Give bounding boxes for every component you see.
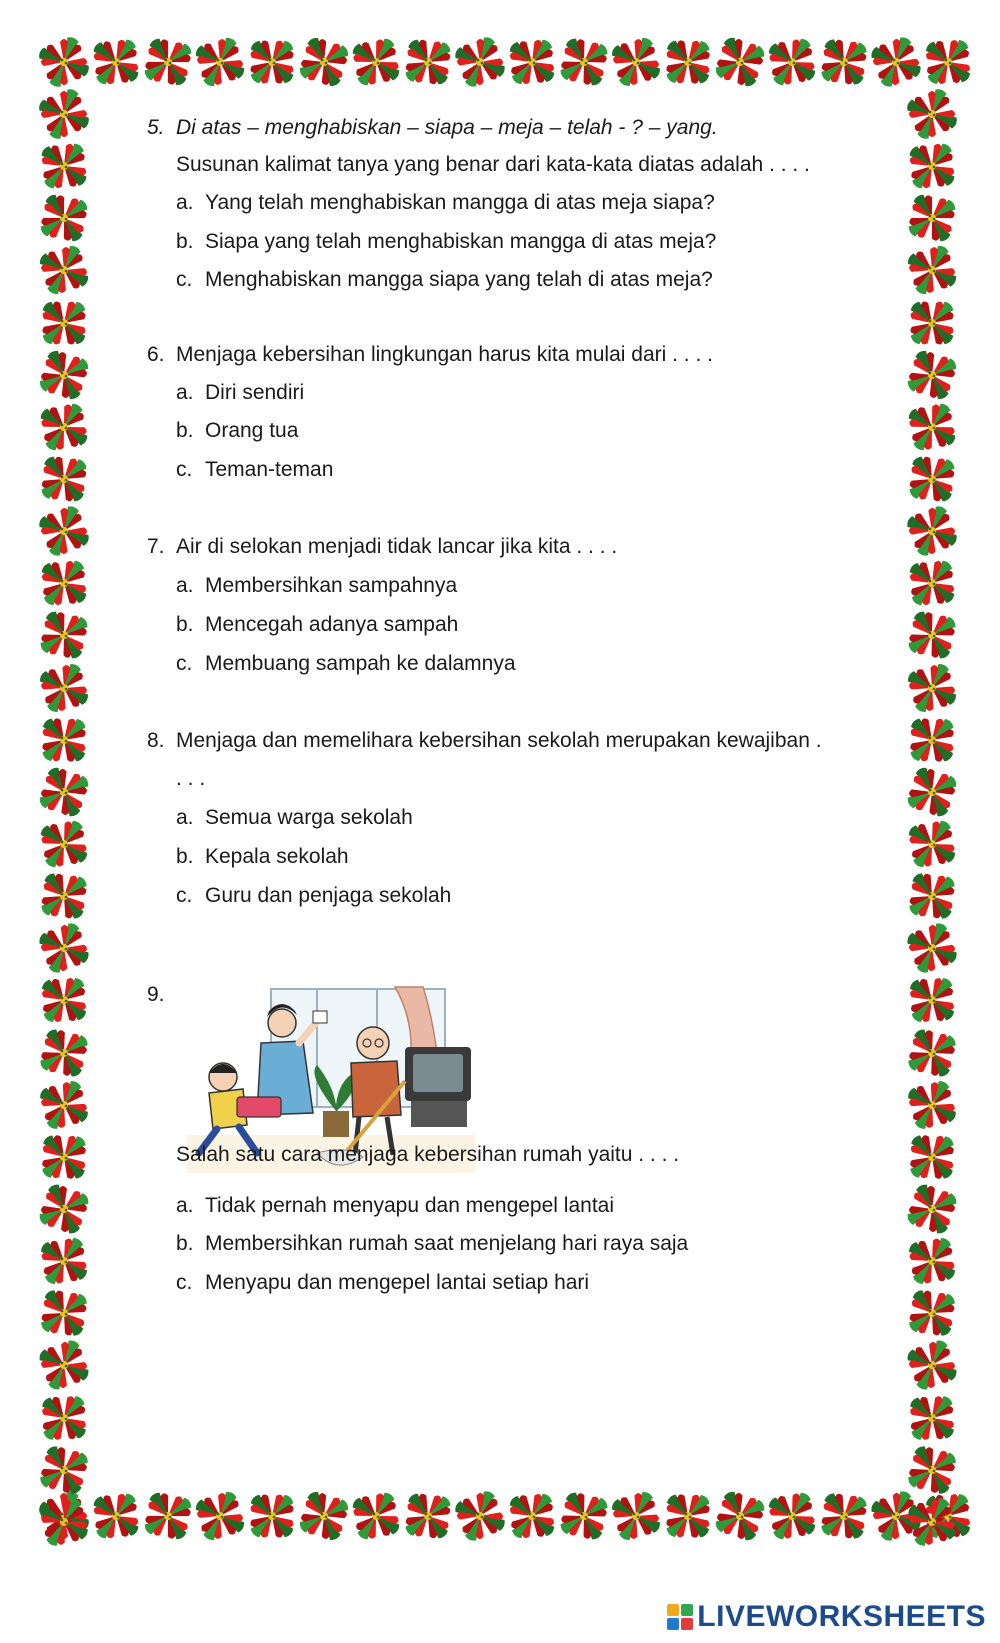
liveworksheets-logo-icon bbox=[667, 1604, 693, 1630]
question-prompt: Air di selokan menjadi tidak lancar jika kita . . . . bbox=[176, 535, 618, 558]
option-letter: b. bbox=[176, 845, 194, 868]
option-letter: a. bbox=[176, 806, 194, 829]
question-number: 7. bbox=[147, 535, 165, 558]
option-letter: b. bbox=[176, 419, 194, 442]
question-prompt: Menjaga kebersihan lingkungan harus kita mulai dari . . . . bbox=[176, 343, 713, 366]
option-c[interactable]: Guru dan penjaga sekolah bbox=[205, 884, 452, 907]
option-b[interactable]: Siapa yang telah menghabiskan mangga di atas meja? bbox=[205, 230, 717, 253]
option-b[interactable]: Orang tua bbox=[205, 419, 299, 442]
option-letter: b. bbox=[176, 1232, 194, 1255]
option-letter: a. bbox=[176, 191, 194, 214]
watermark-text: LIVEWORKSHEETS bbox=[697, 1600, 986, 1633]
liveworksheets-watermark[interactable] bbox=[667, 1597, 986, 1637]
option-a[interactable]: Tidak pernah menyapu dan mengepel lantai bbox=[205, 1194, 614, 1217]
option-letter: a. bbox=[176, 574, 194, 597]
option-c[interactable]: Membuang sampah ke dalamnya bbox=[205, 652, 516, 675]
option-b[interactable]: Kepala sekolah bbox=[205, 845, 349, 868]
option-letter: a. bbox=[176, 381, 194, 404]
option-letter: c. bbox=[176, 1271, 193, 1294]
option-letter: c. bbox=[176, 884, 193, 907]
option-letter: c. bbox=[176, 458, 193, 481]
option-b[interactable]: Membersihkan rumah saat menjelang hari raya saja bbox=[205, 1232, 689, 1255]
option-letter: b. bbox=[176, 613, 194, 636]
option-letter: c. bbox=[176, 652, 193, 675]
question-number: 8. bbox=[147, 729, 165, 752]
option-a[interactable]: Diri sendiri bbox=[205, 381, 305, 404]
option-c[interactable]: Menyapu dan mengepel lantai setiap hari bbox=[205, 1271, 590, 1294]
option-letter: b. bbox=[176, 230, 194, 253]
option-letter: a. bbox=[176, 1194, 194, 1217]
option-c[interactable]: Teman-teman bbox=[205, 458, 334, 481]
option-c[interactable]: Menghabiskan mangga siapa yang telah di atas meja? bbox=[205, 268, 713, 291]
option-a[interactable]: Yang telah menghabiskan mangga di atas meja siapa? bbox=[205, 191, 715, 214]
question-prompt-continued: . . . bbox=[176, 767, 206, 790]
option-a[interactable]: Membersihkan sampahnya bbox=[205, 574, 458, 597]
question-number: 6. bbox=[147, 343, 165, 366]
question-prompt: Menjaga dan memelihara kebersihan sekolah merupakan kewajiban . bbox=[176, 729, 822, 752]
question-subprompt: Susunan kalimat tanya yang benar dari kata-kata diatas adalah . . . . bbox=[176, 153, 810, 176]
option-b[interactable]: Mencegah adanya sampah bbox=[205, 613, 459, 636]
question-number: 5. bbox=[147, 116, 165, 139]
question-prompt: Salah satu cara menjaga kebersihan rumah yaitu . . . . bbox=[176, 1143, 680, 1166]
question-number: 9. bbox=[147, 983, 165, 1006]
option-a[interactable]: Semua warga sekolah bbox=[205, 806, 413, 829]
question-prompt: Di atas – menghabiskan – siapa – meja – telah - ? – yang. bbox=[176, 116, 718, 139]
option-letter: c. bbox=[176, 268, 193, 291]
